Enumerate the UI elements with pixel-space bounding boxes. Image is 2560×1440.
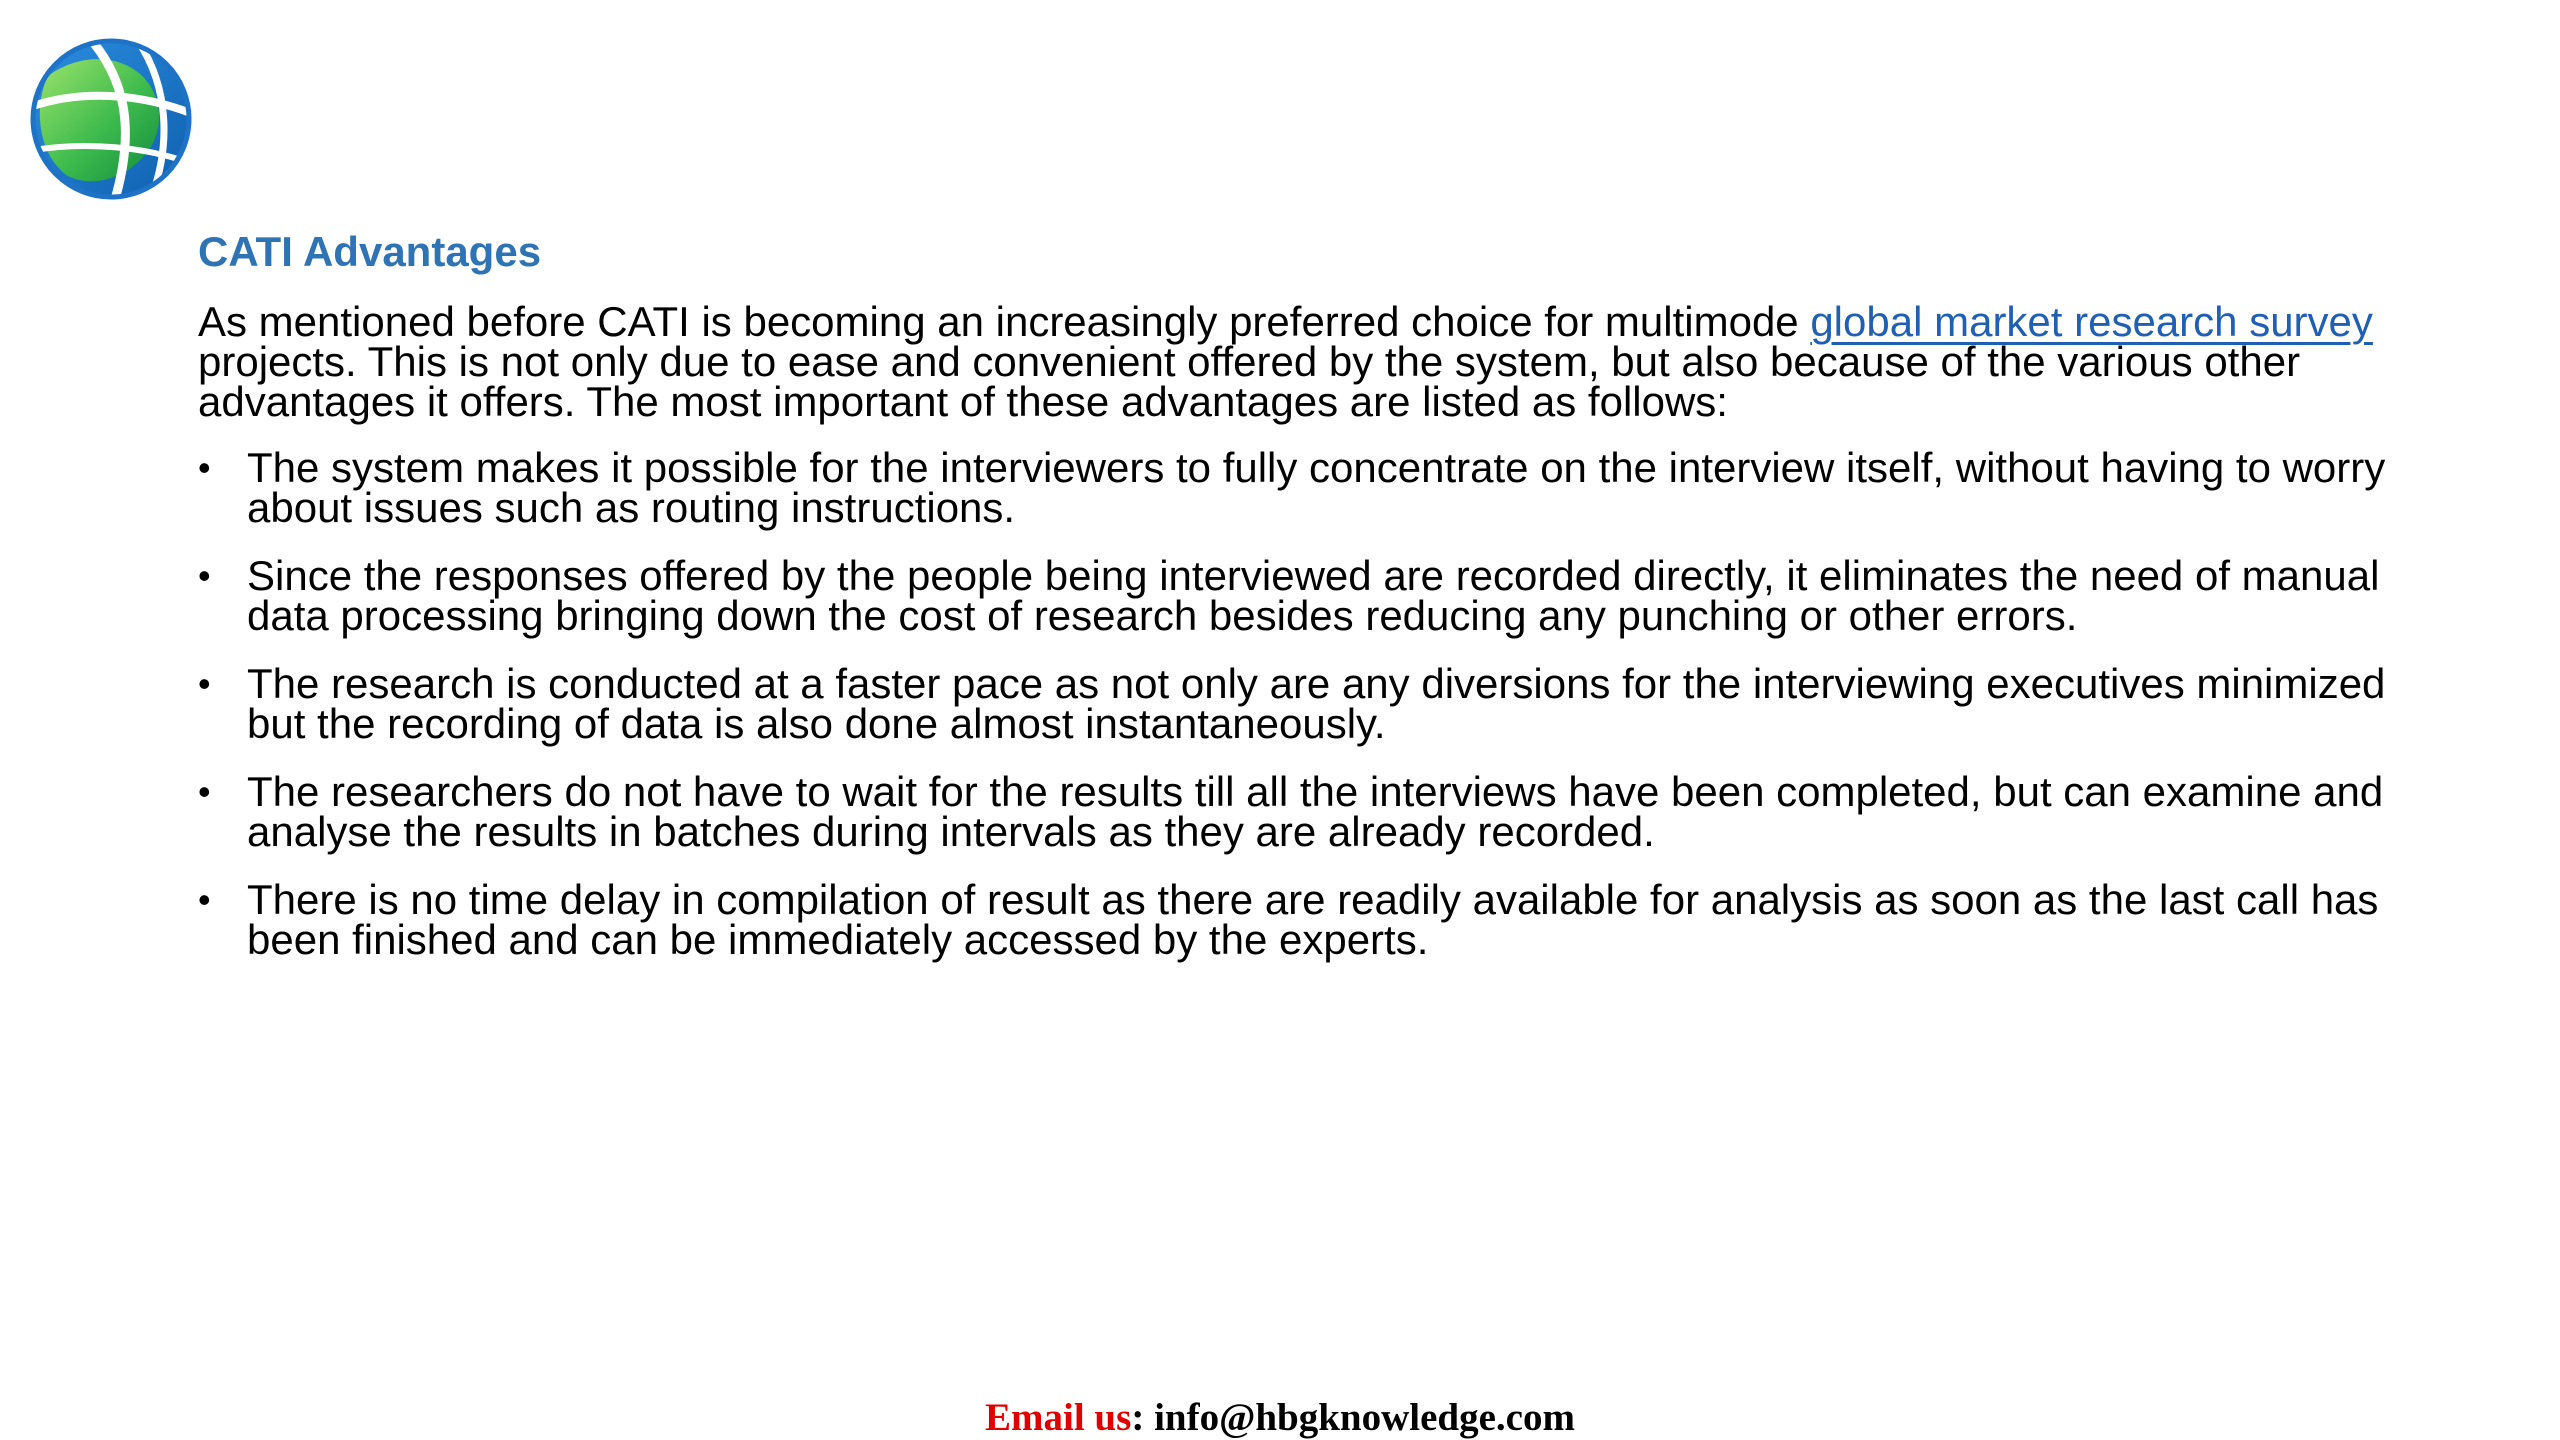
intro-paragraph [198,298,2388,425]
bullet-icon: • [198,447,211,488]
slide-title: CATI Advantages [198,228,542,275]
list-item [198,768,2388,855]
footer-contact [0,1396,2560,1440]
list-item-text: There is no time delay in compilation of result as there are readily available for analysis as soon as the last call has been finished and can be immediately accessed by the experts. [247,876,2379,963]
bullet-icon: • [198,555,211,596]
intro-text-before-link: As mentioned before CATI is becoming an increasingly preferred choice for multimode [198,298,1811,345]
bullet-icon: • [198,771,211,812]
list-item [198,552,2388,639]
intro-text-after-link: projects. This is not only due to ease and convenient offered by the system, but also because of the various other advantages it offers. The most important of these advantages are listed as follows: [198,338,2301,425]
list-item [198,660,2388,747]
list-item-text: The system makes it possible for the interviewers to fully concentrate on the interview itself, without having to worry about issues such as routing instructions. [247,444,2386,531]
advantages-list [198,444,2388,963]
footer-email-address[interactable]: info@hbgknowledge.com [1154,1396,1575,1439]
list-item-text: Since the responses offered by the people being interviewed are recorded directly, it eliminates the need of manual data processing bringing down the cost of research besides reducing any punching or other errors. [247,552,2380,639]
bullet-icon: • [198,663,211,704]
globe-logo [28,36,194,202]
footer-email-label: Email us [985,1396,1132,1439]
footer-separator: : [1131,1396,1155,1439]
list-item [198,876,2388,963]
list-item-text: The researchers do not have to wait for the results till all the interviews have been completed, but can examine and analyse the results in batches during intervals as they are already recorded. [247,768,2384,855]
slide-content [198,226,2388,988]
bullet-icon: • [198,879,211,920]
globe-logo-icon [28,36,194,202]
list-item-text: The research is conducted at a faster pace as not only are any diversions for the interviewing executives minimized but the recording of data is also done almost instantaneously. [247,660,2386,747]
global-market-research-survey-link[interactable]: global market research survey [1810,298,2373,345]
list-item [198,444,2388,531]
